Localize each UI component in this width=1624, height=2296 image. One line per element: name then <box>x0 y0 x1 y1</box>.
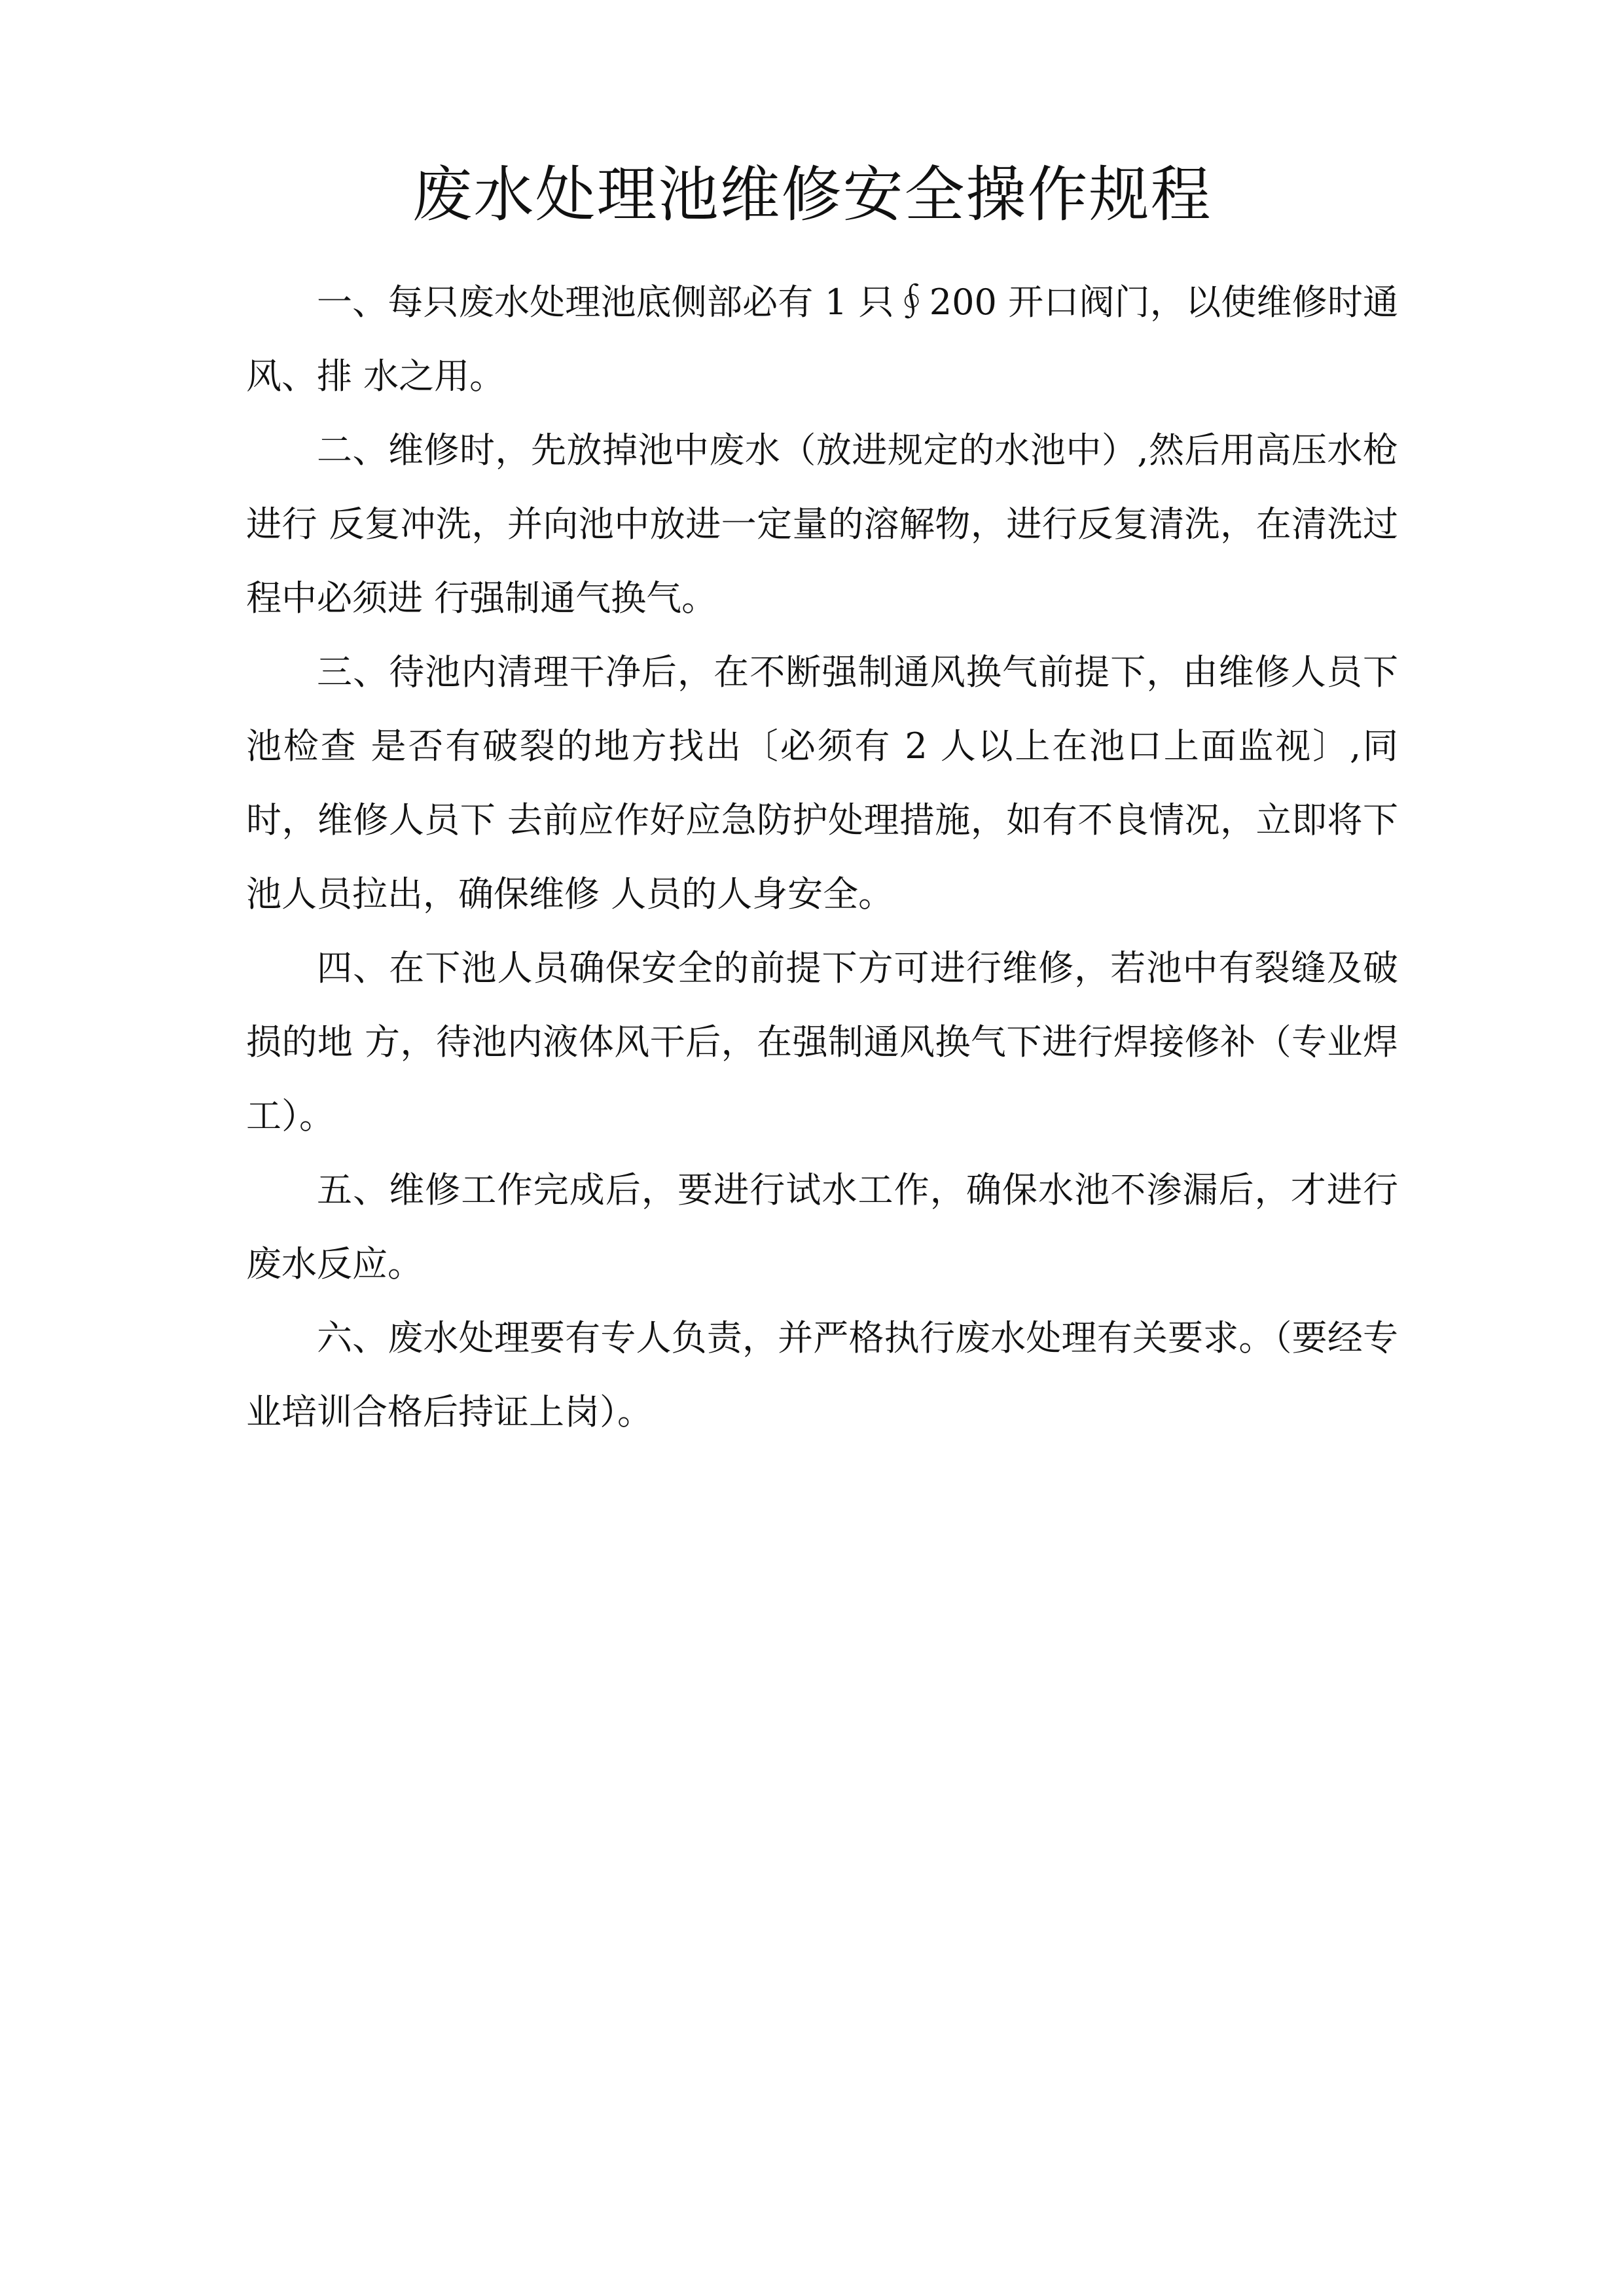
document-title: 废水处理池维修安全操作规程 <box>412 160 1212 230</box>
paragraph-3: 三、待池内清理干净后，在不断强制通风换气前提下，由维修人员下池检查 是否有破裂的地方找出〔必须有 2 人以上在池口上面监视〕,同时，维修人员下 去前应作好应急防护处理措施，如有不良情况，立即将下池人员拉出，确保维修 人员的人身安全。 <box>246 651 1398 915</box>
paragraph-4: 四、在下池人员确保安全的前提下方可进行维修，若池中有裂缝及破损的地 方，待池内液体风干后，在强制通风换气下进行焊接修补（专业焊工）。 <box>246 947 1398 1137</box>
paragraph-6: 六、废水处理要有专人负责，并严格执行废水处理有关要求。（要经专业培训合格后持证上岗）。 <box>246 1317 1398 1432</box>
document-body <box>246 265 1398 1449</box>
paragraph-5: 五、维修工作完成后，要进行试水工作，确保水池不渗漏后，才进行废水反应。 <box>246 1169 1398 1285</box>
paragraph-1: 一、每只废水处理池底侧部必有 1 只∮200 开口阀门，以使维修时通风、排 水之用。 <box>246 282 1398 397</box>
paragraph-2: 二、维修时，先放掉池中废水（放进规定的水池中）,然后用高压水枪进行 反复冲洗，并向池中放进一定量的溶解物，进行反复清洗，在清洗过程中必须进 行强制通气换气。 <box>246 429 1398 619</box>
